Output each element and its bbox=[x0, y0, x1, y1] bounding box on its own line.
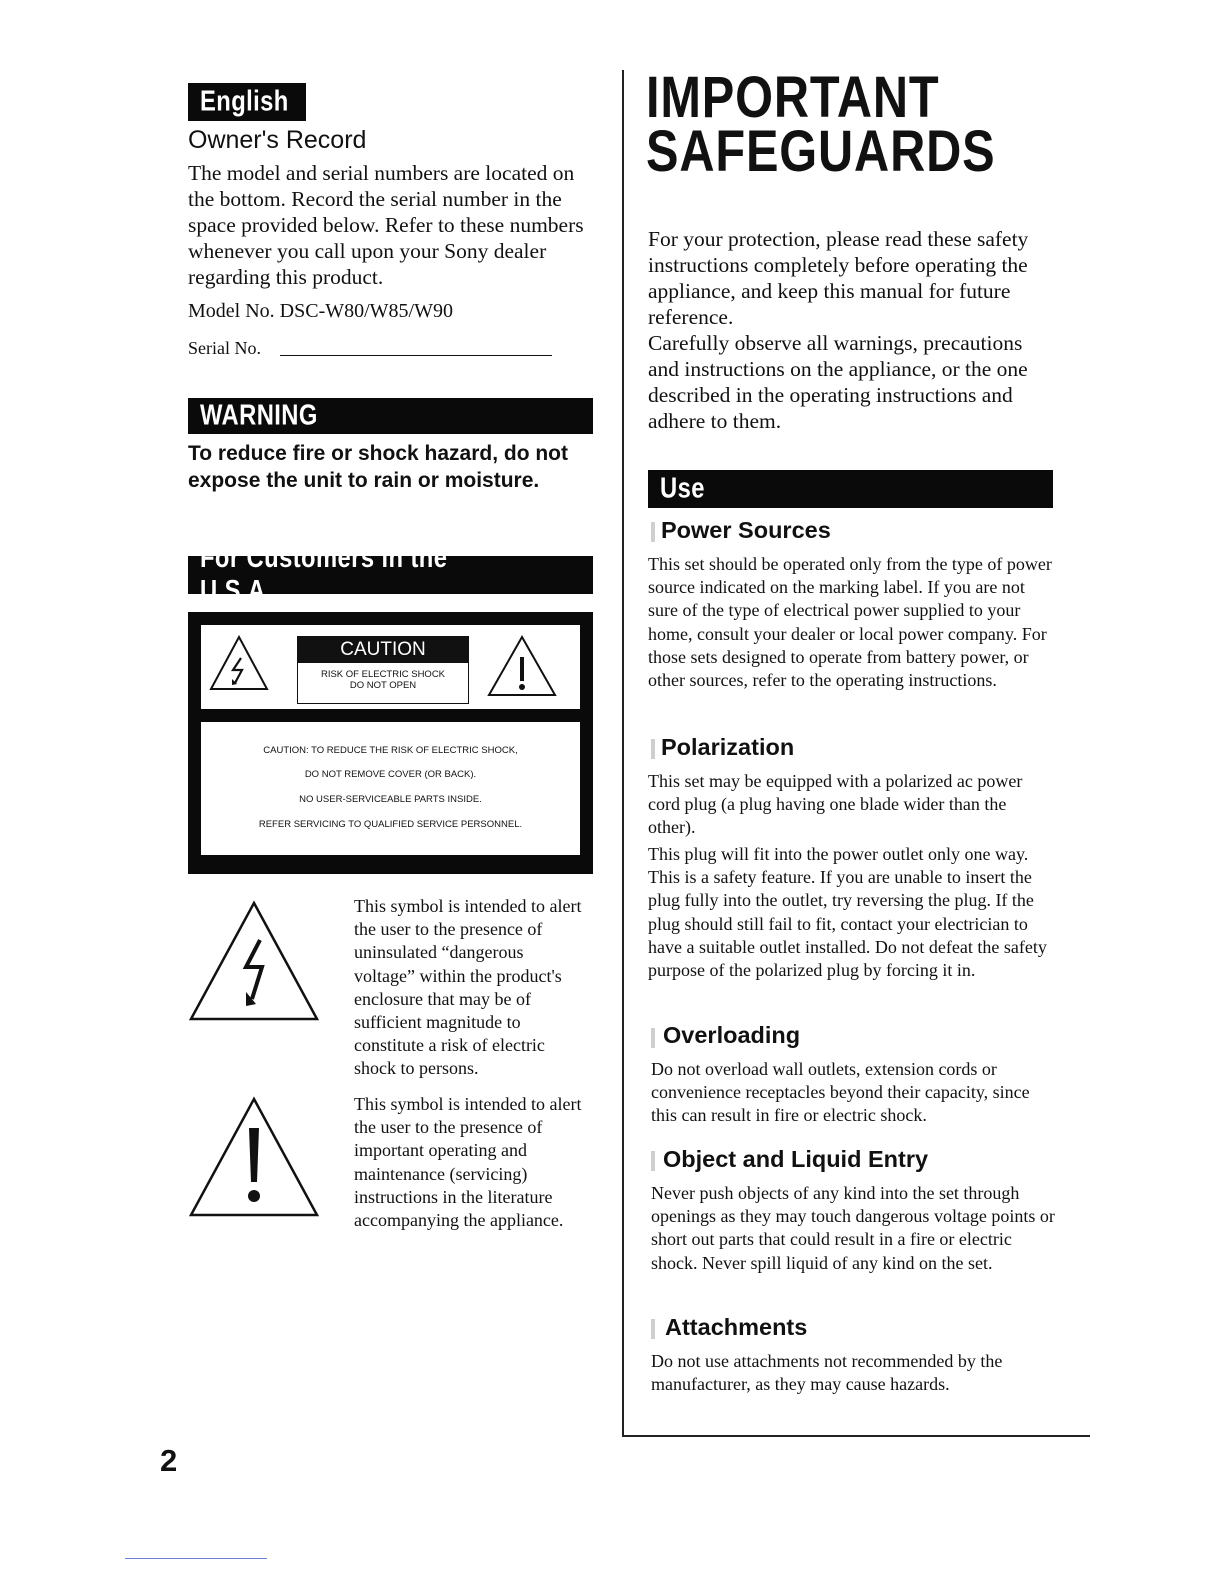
bottom-rule bbox=[622, 1435, 1090, 1437]
exclamation-symbol-description: This symbol is intended to alert the user to the presence of important operating and maintenance (servicing) instructions in the literature accompanying the appliance. bbox=[354, 1094, 582, 1231]
caution-instruction-4: REFER SERVICING TO QUALIFIED SERVICE PERSONNEL. bbox=[258, 819, 523, 830]
use-bar: Use bbox=[648, 470, 1053, 508]
english-badge: English bbox=[188, 83, 306, 121]
lightning-triangle-icon bbox=[208, 634, 270, 692]
section-body-overloading: Do not overload wall outlets, extension cords or convenience receptacles beyond their capacity, since this can result in fire or electric shock. bbox=[651, 1059, 1030, 1126]
serial-label: Serial No. bbox=[188, 338, 261, 358]
serial-number-field bbox=[280, 355, 552, 356]
footer-link-line bbox=[125, 1558, 267, 1559]
usa-customers-bar: For Customers in the U.S.A. bbox=[188, 556, 593, 594]
caution-instruction-1: CAUTION: TO REDUCE THE RISK OF ELECTRIC SHOCK, bbox=[263, 745, 518, 756]
section-title-attachments: Attachments bbox=[665, 1314, 808, 1340]
section-body-object-liquid-entry: Never push objects of any kind into the set through openings as they may touch dangerous voltage points or short out parts that could result in a fire or electric shock. Never spill liquid of any kind on the set. bbox=[651, 1183, 1055, 1273]
owners-record-body: The model and serial numbers are located on the bottom. Record the serial number in the space provided below. Refer to these numbers whenever you call upon your Sony dealer regarding this product. bbox=[188, 161, 584, 289]
model-number: Model No. DSC-W80/W85/W90 bbox=[188, 300, 453, 322]
caution-line-1: RISK OF ELECTRIC SHOCK bbox=[320, 669, 446, 680]
caution-line-2: DO NOT OPEN bbox=[349, 680, 417, 691]
title-line-1: IMPORTANT bbox=[646, 65, 940, 130]
section-body-power-sources: This set should be operated only from the type of power source indicated on the marking label. If you are not sure of the type of electrical power supplied to your home, consult your dealer or local power company. For those sets designed to operate from battery power, or other sources, refer to the operating instructions. bbox=[648, 554, 1052, 691]
warning-bar: WARNING bbox=[188, 398, 593, 434]
caution-instruction-2: DO NOT REMOVE COVER (OR BACK). bbox=[304, 769, 477, 780]
title-line-2: SAFEGUARDS bbox=[646, 119, 996, 184]
section-title-overloading: Overloading bbox=[663, 1022, 801, 1048]
section-title-power-sources: Power Sources bbox=[661, 517, 831, 543]
section-title-polarization: Polarization bbox=[661, 734, 795, 760]
section-body-polarization: This set may be equipped with a polarized ac power cord plug (a plug having one blade wider than the other). bbox=[648, 771, 1023, 838]
caution-instruction-3: NO USER-SERVICEABLE PARTS INSIDE. bbox=[299, 794, 482, 805]
intro-paragraph-2: Carefully observe all warnings, precautions and instructions on the appliance, or the one described in the operating instructions and adhere to them. bbox=[648, 331, 1028, 433]
caution-label bbox=[188, 612, 593, 874]
section-body-polarization-2: This plug will fit into the power outlet only one way. This is a safety feature. If you are unable to insert the plug fully into the outlet, try reversing the plug. If the plug should still fail to fit, contact your electrician to have a suitable outlet installed. Do not defeat the safety purpose of the polarized plug by forcing it in. bbox=[648, 844, 1047, 981]
section-body-attachments: Do not use attachments not recommended by the manufacturer, as they may cause hazards. bbox=[651, 1351, 1003, 1395]
lightning-symbol-description: This symbol is intended to alert the user to the presence of uninsulated “dangerous voltage” within the product's enclosure that may be of sufficient magnitude to constitute a risk of electric shock to persons. bbox=[354, 896, 582, 1079]
warning-text: To reduce fire or shock hazard, do not expose the unit to rain or moisture. bbox=[188, 442, 568, 492]
intro-paragraph-1: For your protection, please read these safety instructions completely before operating the appliance, and keep this manual for future reference. bbox=[648, 227, 1029, 329]
exclamation-triangle-icon bbox=[486, 634, 558, 698]
lightning-triangle-icon bbox=[188, 900, 320, 1022]
caution-heading: CAUTION bbox=[298, 637, 468, 663]
page-number: 2 bbox=[160, 1443, 178, 1478]
owners-record-title: Owner's Record bbox=[188, 126, 367, 154]
section-title-object-liquid-entry: Object and Liquid Entry bbox=[663, 1146, 929, 1172]
exclamation-triangle-icon bbox=[188, 1096, 320, 1218]
column-divider bbox=[622, 70, 624, 1436]
caution-box bbox=[297, 636, 469, 704]
